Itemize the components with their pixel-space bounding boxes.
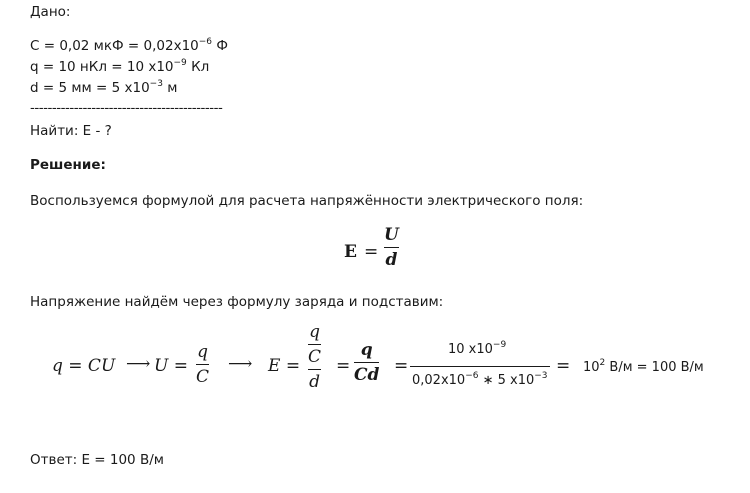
chain-inner-denominator: C	[308, 347, 322, 367]
chain-bold-bar	[354, 362, 379, 363]
chain-result-tail: В/м = 100 В/м	[605, 360, 704, 375]
chain-eq-3: =	[394, 356, 409, 376]
formula1-denominator: d	[385, 250, 398, 270]
distance-unit: м	[162, 80, 178, 96]
chain-result-exponent: 2	[599, 358, 606, 368]
numeric-numerator-base: 10 x10	[448, 342, 493, 357]
chain-voltage-numerator: q	[197, 342, 208, 362]
chain-bold-numerator: q	[360, 340, 373, 360]
charge-exponent: −9	[173, 58, 187, 68]
solution-intro2: Напряжение найдём через формулу заряда и подставим:	[30, 294, 444, 310]
charge-text: q = 10 нКл = 10 x10	[30, 59, 174, 75]
solution-intro: Воспользуемся формулой для расчета напряжённости электрического поля:	[30, 193, 584, 209]
chain-eq-4: =	[556, 356, 571, 376]
capacitance-unit: Ф	[212, 38, 228, 54]
given-charge	[30, 59, 209, 75]
chain-voltage-denominator: C	[196, 367, 210, 387]
formula1-fraction	[384, 225, 399, 270]
numeric-numerator	[448, 342, 506, 357]
chain-compound-fraction	[308, 322, 321, 392]
find-line: Найти: E - ?	[30, 123, 112, 139]
chain-inner-bar	[308, 344, 321, 345]
solution-heading: Решение:	[30, 157, 106, 173]
chain-result-base: 10	[583, 360, 600, 375]
chain-result	[583, 360, 704, 375]
distance-exponent: −3	[149, 79, 163, 89]
capacitance-exponent: −6	[198, 37, 213, 47]
chain-voltage-fraction	[196, 342, 209, 387]
given-capacitance	[30, 38, 228, 54]
chain-charge-equation: q = CU	[52, 356, 116, 376]
chain-eq-2: =	[336, 356, 351, 376]
numeric-numerator-exponent: −9	[492, 340, 507, 350]
chain-field-lhs: E =	[268, 356, 301, 376]
answer-line: Ответ: E = 100 В/м	[30, 452, 164, 468]
numeric-denominator-mid: ∗ 5 x10	[478, 373, 535, 388]
chain-inner-numerator: q	[309, 322, 320, 342]
chain-bold-fraction	[354, 340, 379, 385]
chain-outer-denominator: d	[309, 372, 320, 392]
numeric-fraction-bar	[410, 366, 550, 367]
chain-inner-fraction	[308, 322, 321, 367]
chain-arrow-1: ⟶	[126, 354, 151, 374]
chain-arrow-2: ⟶	[228, 354, 253, 374]
numeric-denominator-exp-b: −3	[534, 371, 548, 381]
numeric-denominator-a: 0,02x10	[412, 373, 466, 388]
chain-bold-denominator: Cd	[354, 365, 380, 385]
formula1-bar	[384, 247, 399, 248]
chain-voltage-bar	[196, 364, 209, 365]
given-distance	[30, 80, 177, 96]
given-title: Дано:	[30, 4, 71, 20]
formula1-numerator: U	[384, 225, 399, 245]
chain-voltage-lhs: U =	[154, 356, 188, 376]
charge-unit: Кл	[186, 59, 210, 75]
formula1-eq: =	[364, 242, 379, 262]
distance-text: d = 5 мм = 5 x10	[30, 80, 150, 96]
numeric-denominator-exp-a: −6	[465, 371, 479, 381]
formula1-lhs: E	[344, 242, 357, 262]
numeric-denominator	[412, 373, 548, 388]
chain-outer-bar	[308, 369, 321, 370]
capacitance-text: C = 0,02 мкФ = 0,02x10	[30, 38, 199, 54]
given-divider: --------------------------------------------	[30, 100, 223, 116]
